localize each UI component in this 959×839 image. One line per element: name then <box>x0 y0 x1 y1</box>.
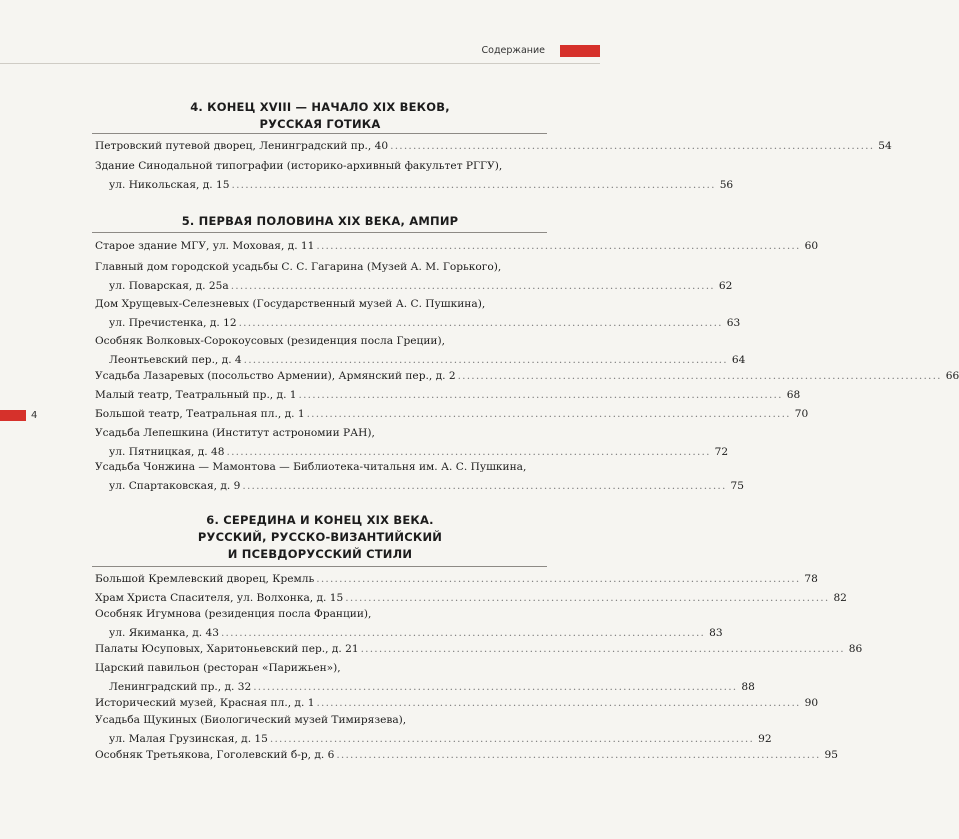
dot-leader: .......................................................................................................... <box>457 370 942 382</box>
toc-page-number: 56 <box>719 179 734 191</box>
toc-entry-text: Главный дом городской усадьбы С. С. Гагарина (Музей А. М. Горького), <box>95 261 502 273</box>
toc-entry[interactable] <box>95 386 801 405</box>
section-title-line: 5. ПЕРВАЯ ПОЛОВИНА XIX ВЕКА, АМПИР <box>181 214 459 228</box>
toc-page-number: 64 <box>731 354 746 366</box>
toc-entry-text: Большой Кремлевский дворец, Кремль <box>95 573 315 585</box>
toc-entry[interactable] <box>95 659 755 697</box>
toc-page-number: 95 <box>824 749 838 761</box>
toc-entry[interactable] <box>95 405 809 424</box>
toc-entry[interactable] <box>95 711 772 749</box>
toc-entry-text: Царский павильон (ресторан «Парижьен»), <box>95 662 341 674</box>
section-title-line: РУССКАЯ ГОТИКА <box>259 117 381 131</box>
section-title-6 <box>90 512 550 563</box>
toc-entry-text: Малый театр, Театральный пр., д. 1 <box>95 389 297 401</box>
toc-entry[interactable] <box>95 258 733 296</box>
section-title-5 <box>90 213 550 230</box>
toc-entry[interactable] <box>95 605 723 643</box>
toc-entry[interactable] <box>95 746 838 765</box>
toc-entry-text: Усадьба Лепешкина (Институт астрономии РАН), <box>95 427 375 439</box>
toc-entry-text: Большой театр, Театральная пл., д. 1 <box>95 408 305 420</box>
toc-entry[interactable] <box>95 424 729 462</box>
toc-page-number: 92 <box>758 733 772 745</box>
toc-entry[interactable] <box>95 295 741 333</box>
page-number: 4 <box>31 409 38 421</box>
dot-leader: .......................................................................................................... <box>231 179 716 191</box>
toc-entry-text: ул. Пречистенка, д. 12 <box>109 317 237 329</box>
page-number-accent-bar <box>0 410 26 421</box>
toc-entry-text: ул. Малая Грузинская, д. 15 <box>109 733 268 745</box>
dot-leader: .......................................................................................................... <box>220 627 706 639</box>
toc-entry-text: Старое здание МГУ, ул. Моховая, д. 11 <box>95 240 315 252</box>
toc-entry-text: Храм Христа Спасителя, ул. Волхонка, д. 15 <box>95 592 344 604</box>
dot-leader: .......................................................................................................... <box>242 480 727 492</box>
dot-leader: .......................................................................................................... <box>230 280 715 292</box>
toc-entry[interactable] <box>95 137 892 156</box>
section-title-line: И ПСЕВДОРУССКИЙ СТИЛИ <box>227 547 413 561</box>
toc-page-number: 62 <box>718 280 733 292</box>
toc-page-number: 82 <box>833 592 847 604</box>
toc-entry-text: Палаты Юсуповых, Харитоньевский пер., д. 21 <box>95 643 359 655</box>
toc-entry[interactable] <box>95 332 746 370</box>
toc-entry-text: Ленинградский пр., д. 32 <box>109 681 252 693</box>
toc-entry-text: Леонтьевский пер., д. 4 <box>109 354 242 366</box>
dot-leader: .......................................................................................................... <box>306 408 791 420</box>
toc-entry-text: Усадьба Щукиных (Биологический музей Тимирязева), <box>95 714 407 726</box>
dot-leader: .......................................................................................................... <box>226 446 711 458</box>
section-divider <box>92 232 547 233</box>
toc-entry[interactable] <box>95 570 818 589</box>
toc-entry-text: Усадьба Лазаревых (посольство Армении), Армянский пер., д. 2 <box>95 370 456 382</box>
section-title-line: РУССКИЙ, РУССКО-ВИЗАНТИЙСКИЙ <box>197 530 443 544</box>
toc-page-number: 54 <box>878 140 892 152</box>
toc-entry-text: ул. Никольская, д. 15 <box>109 179 230 191</box>
toc-entry[interactable] <box>95 237 819 256</box>
toc-entry-text: ул. Пятницкая, д. 48 <box>109 446 225 458</box>
toc-page-number: 83 <box>709 627 723 639</box>
toc-entry[interactable] <box>95 458 745 496</box>
toc-entry-text: Исторический музей, Красная пл., д. 1 <box>95 697 315 709</box>
dot-leader: .......................................................................................................... <box>243 354 728 366</box>
section-title-4 <box>90 99 550 133</box>
toc-page-number: 60 <box>804 240 819 252</box>
dot-leader: .......................................................................................................... <box>336 749 821 761</box>
toc-page-number: 72 <box>714 446 729 458</box>
dot-leader: .......................................................................................................... <box>360 643 845 655</box>
toc-page-number: 66 <box>945 370 959 382</box>
toc-entry-text: Усадьба Чонжина — Мамонтова — Библиотека-читальня им. А. С. Пушкина, <box>95 461 527 473</box>
dot-leader: .......................................................................................................... <box>269 733 755 745</box>
toc-entry-text: ул. Якиманка, д. 43 <box>109 627 219 639</box>
page-number-marker <box>0 406 42 424</box>
toc-entry[interactable] <box>95 367 959 386</box>
dot-leader: .......................................................................................................... <box>238 317 723 329</box>
toc-page-number: 63 <box>726 317 741 329</box>
dot-leader: .......................................................................................................... <box>298 389 783 401</box>
toc-entry-text: Особняк Третьякова, Гоголевский б-р, д. 6 <box>95 749 335 761</box>
toc-entry-text: Петровский путевой дворец, Ленинградский пр., 40 <box>95 140 389 152</box>
header-divider <box>0 63 600 64</box>
dot-leader: .......................................................................................................... <box>316 240 801 252</box>
header-accent-bar <box>560 45 600 57</box>
section-title-line: 4. КОНЕЦ XVIII — НАЧАЛО XIX ВЕКОВ, <box>190 100 450 114</box>
toc-entry-text: Здание Синодальной типографии (историко-архивный факультет РГГУ), <box>95 160 503 172</box>
toc-entry-text: ул. Спартаковская, д. 9 <box>109 480 241 492</box>
toc-entry-text: Особняк Игумнова (резиденция посла Франции), <box>95 608 372 620</box>
dot-leader: .......................................................................................................... <box>316 573 801 585</box>
section-title-line: 6. СЕРЕДИНА И КОНЕЦ XIX ВЕКА. <box>206 513 434 527</box>
toc-page-number: 70 <box>794 408 809 420</box>
dot-leader: .......................................................................................................... <box>316 697 801 709</box>
toc-page-number: 86 <box>848 643 863 655</box>
toc-entry[interactable] <box>95 157 734 195</box>
running-header: Содержание <box>481 45 545 56</box>
toc-page-number: 75 <box>730 480 745 492</box>
dot-leader: .......................................................................................................... <box>345 592 830 604</box>
toc-entry-text: ул. Поварская, д. 25а <box>109 280 229 292</box>
toc-page-number: 78 <box>804 573 818 585</box>
toc-page-number: 90 <box>804 697 819 709</box>
dot-leader: .......................................................................................................... <box>253 681 738 693</box>
dot-leader: .......................................................................................................... <box>390 140 875 152</box>
toc-entry[interactable] <box>95 640 863 659</box>
section-divider <box>92 133 547 134</box>
section-divider <box>92 566 547 567</box>
toc-entry-text: Особняк Волковых-Сорокоусовых (резиденция посла Греции), <box>95 335 445 347</box>
toc-page-number: 88 <box>741 681 755 693</box>
toc-entry-text: Дом Хрущевых-Селезневых (Государственный музей А. С. Пушкина), <box>95 298 486 310</box>
toc-page-number: 68 <box>786 389 801 401</box>
